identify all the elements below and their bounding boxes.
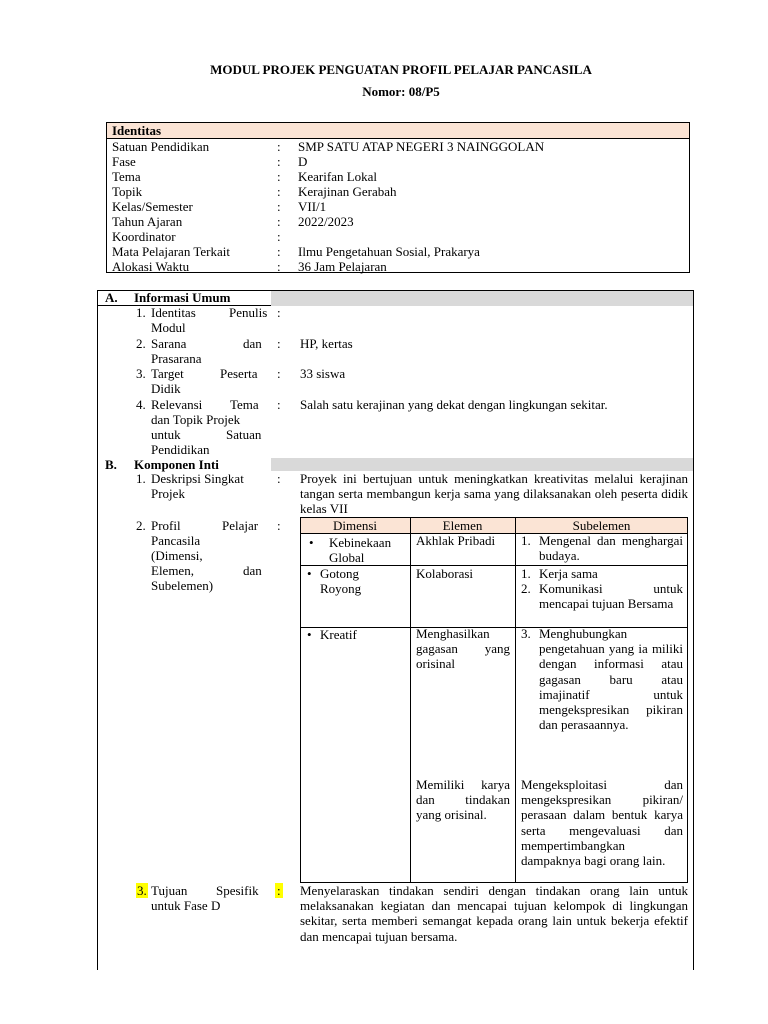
item-label: Profil (151, 518, 181, 533)
item-label: Pendidikan (151, 442, 210, 457)
subelemen-number: 1. (521, 566, 531, 581)
item-label: Pelajar (222, 518, 259, 533)
item-label: dan Topik Projek (151, 412, 241, 427)
identitas-row (107, 139, 689, 154)
item-label: dan (243, 336, 262, 351)
item-label: Satuan (226, 427, 262, 442)
identitas-row (107, 214, 689, 229)
item-label: Didik (151, 381, 181, 396)
row-label: Topik (112, 184, 143, 199)
row-colon: : (277, 184, 281, 199)
elemen-value: Memiliki karya dan tindakan yang orisinal. (416, 777, 510, 823)
identitas-row (107, 229, 689, 244)
dimensi-value: Kebinekaan Global (329, 535, 392, 566)
section-a-title: Informasi Umum (134, 290, 231, 305)
item-colon: : (277, 518, 281, 533)
item-value: Salah satu kerajinan yang dekat dengan lingkungan sekitar. (300, 397, 608, 412)
dimensi-value: Kreatif (320, 627, 357, 642)
item-number: 3. (137, 883, 147, 898)
row-value: 2022/2023 (298, 214, 354, 229)
subelemen-number: 1. (521, 533, 531, 548)
item-colon: : (277, 397, 281, 412)
item-label: Tujuan (151, 883, 188, 898)
item-label: Pancasila (151, 533, 201, 548)
item-label: dan (243, 563, 262, 578)
item-label: Elemen, (151, 563, 194, 578)
subelemen-value: Komunikasi untuk mencapai tujuan Bersama (539, 581, 683, 612)
item-label: Penulis (229, 305, 268, 320)
row-colon: : (277, 139, 281, 154)
row-label: Fase (112, 154, 136, 169)
item-colon: : (277, 366, 281, 381)
item-colon: : (277, 305, 281, 320)
item-number: 1. (136, 305, 146, 320)
item-label: Relevansi (151, 397, 203, 412)
identitas-row (107, 244, 689, 259)
item-number: 1. (136, 471, 146, 486)
document-number: Nomor: 08/P5 (362, 84, 440, 99)
row-colon: : (277, 199, 281, 214)
section-b-title: Komponen Inti (134, 457, 219, 472)
row-label: Tema (112, 169, 141, 184)
column-divider (410, 518, 411, 882)
item-value: HP, kertas (300, 336, 353, 351)
item-label: untuk Fase D (151, 898, 221, 913)
item-number: 2. (136, 518, 146, 533)
identitas-header-label: Identitas (112, 123, 162, 138)
row-value: Kearifan Lokal (298, 169, 378, 184)
section-b-shade (271, 458, 693, 471)
column-divider (515, 518, 516, 882)
identitas-row (107, 169, 689, 184)
subelemen-value: Menghubungkan pengetahuan yang ia miliki dengan informasi atau gagasan baru atau imajinatif untuk mengekspresikan pikiran dan perasaannya. (539, 626, 683, 733)
identitas-row (107, 184, 689, 199)
identitas-row (107, 259, 689, 274)
bullet: • (309, 535, 314, 550)
item-label: Tema (230, 397, 259, 412)
item-label: Identitas (151, 305, 196, 320)
projek-description: Proyek ini bertujuan untuk meningkatkan kreativitas melalui kerajinan tangan serta membangun kerja sama yang dilaksanakan oleh peserta didik kelas VII (300, 471, 688, 517)
tujuan-value: Menyelaraskan tindakan sendiri dengan tindakan orang lain untuk melaksanakan kegiatan dan mencapai tujuan kelompok di lingkungan sekitar, serta memberi semangat kepada orang lain untuk bekerja efektif dan mencapai tujuan bersama. (300, 883, 688, 944)
item-value: 33 siswa (300, 366, 346, 381)
elemen-value: Kolaborasi (416, 566, 474, 581)
header-elemen: Elemen (442, 518, 483, 533)
item-label: Sarana (151, 336, 187, 351)
section-a-shade (271, 291, 693, 306)
bullet: • (307, 566, 312, 581)
subelemen-number: 3. (521, 626, 531, 641)
item-label: Spesifik (216, 883, 259, 898)
row-label: Kelas/Semester (112, 199, 193, 214)
item-label: Modul (151, 320, 186, 335)
dimensi-value: Gotong Royong (320, 566, 362, 597)
subelemen-value: Mengenal dan menghargai budaya. (539, 533, 683, 564)
header-dimensi: Dimensi (332, 518, 378, 533)
section-b-letter: B. (105, 457, 117, 472)
row-value: D (298, 154, 308, 169)
identitas-row (107, 154, 689, 169)
row-colon: : (277, 154, 281, 169)
bullet: • (307, 627, 312, 642)
row-colon: : (277, 259, 281, 274)
item-label: Deskripsi Singkat (151, 471, 244, 486)
item-label: Projek (151, 486, 185, 501)
subelemen-number: 2. (521, 581, 531, 596)
elemen-value: Akhlak Pribadi (416, 533, 496, 548)
identitas-header (107, 123, 689, 139)
item-label: Subelemen) (151, 578, 214, 593)
row-colon: : (277, 244, 281, 259)
item-label: Peserta (220, 366, 258, 381)
row-colon: : (277, 169, 281, 184)
item-number: 4. (136, 397, 146, 412)
header-subelemen: Subelemen (572, 518, 631, 533)
item-colon: : (277, 336, 281, 351)
row-value: Kerajinan Gerabah (298, 184, 397, 199)
row-label: Alokasi Waktu (112, 259, 190, 274)
item-colon: : (277, 883, 281, 898)
row-label: Mata Pelajaran Terkait (112, 244, 230, 259)
identitas-table (106, 122, 690, 273)
subelemen-value: Mengeksploitasi dan mengekspresikan pikiran/ perasaan dalam bentuk karya serta mengevaluasi dan mempertimbangkan dampaknya bagi orang lain. (521, 777, 683, 869)
item-label: untuk (151, 427, 181, 442)
item-label: Target (151, 366, 184, 381)
row-label: Satuan Pendidikan (112, 139, 210, 154)
elemen-value: Menghasilkan gagasan yang orisinal (416, 626, 510, 672)
row-value: SMP SATU ATAP NEGERI 3 NAINGGOLAN (298, 139, 545, 154)
subelemen-value: Kerja sama (539, 566, 598, 581)
row-label: Koordinator (112, 229, 176, 244)
document-title: MODUL PROJEK PENGUATAN PROFIL PELAJAR PANCASILA (210, 62, 592, 77)
row-value: VII/1 (298, 199, 327, 214)
row-colon: : (277, 229, 281, 244)
row-value: 36 Jam Pelajaran (298, 259, 387, 274)
item-label: (Dimensi, (151, 548, 203, 563)
section-a-letter: A. (105, 290, 118, 305)
row-value: Ilmu Pengetahuan Sosial, Prakarya (298, 244, 480, 259)
identitas-row (107, 199, 689, 214)
row-colon: : (277, 214, 281, 229)
row-label: Tahun Ajaran (112, 214, 183, 229)
item-number: 2. (136, 336, 146, 351)
item-number: 3. (136, 366, 146, 381)
item-label: Prasarana (151, 351, 202, 366)
item-colon: : (277, 471, 281, 486)
